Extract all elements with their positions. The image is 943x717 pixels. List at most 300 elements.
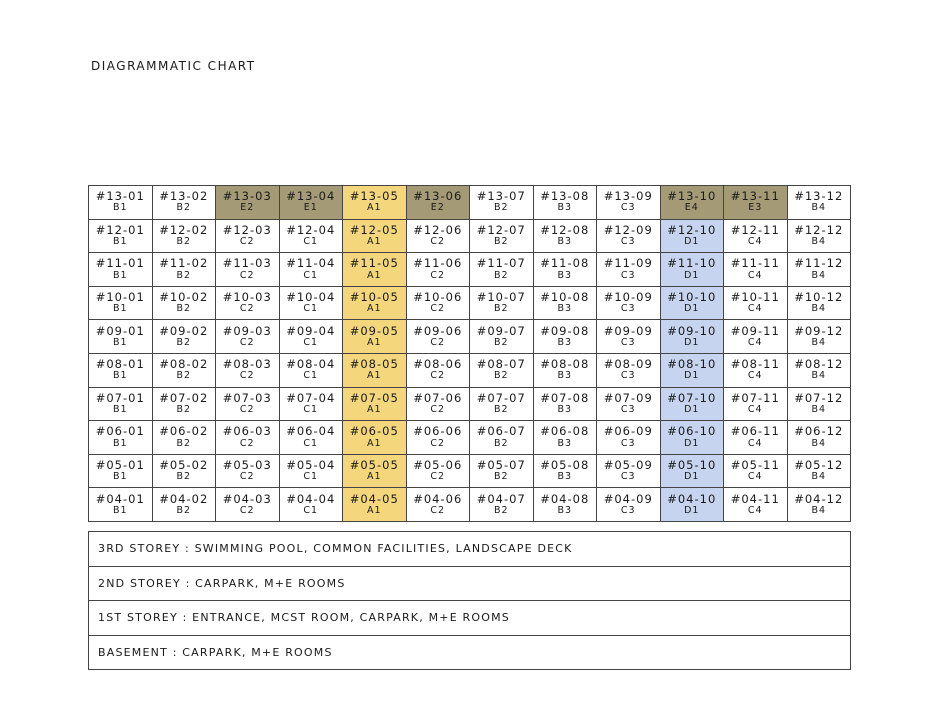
unit-cell xyxy=(597,253,661,287)
unit-cell xyxy=(660,253,724,287)
unit-number: #09-08 xyxy=(540,323,590,338)
unit-number: #06-11 xyxy=(730,424,780,439)
unit-type: C2 xyxy=(430,269,446,281)
unit-cell xyxy=(279,320,343,354)
unit-number: #11-06 xyxy=(413,256,463,271)
unit-type: B2 xyxy=(176,437,192,449)
floor-description: 1ST STOREY : ENTRANCE, MCST ROOM, CARPARK, M+E ROOMS xyxy=(89,601,851,636)
unit-number: #05-06 xyxy=(413,457,463,472)
unit-number: #09-06 xyxy=(413,323,463,338)
unit-number: #07-05 xyxy=(349,390,399,405)
unit-cell xyxy=(279,219,343,253)
unit-type: D1 xyxy=(684,471,700,483)
unit-cell xyxy=(152,421,216,455)
unit-type: D1 xyxy=(684,404,700,415)
unit-type: B2 xyxy=(493,303,509,315)
unit-number: #11-12 xyxy=(794,256,844,271)
unit-cell xyxy=(470,286,534,320)
unit-type: B2 xyxy=(176,504,192,516)
unit-number: #10-12 xyxy=(794,290,844,304)
unit-number: #13-02 xyxy=(159,189,209,204)
unit-type: A1 xyxy=(366,303,382,315)
unit-cell xyxy=(279,421,343,455)
unit-number: #10-04 xyxy=(286,290,336,304)
unit-number: #12-12 xyxy=(794,222,844,237)
unit-cell xyxy=(660,186,724,220)
unit-cell xyxy=(406,421,470,455)
unit-number: #09-05 xyxy=(349,323,399,338)
floor-row xyxy=(89,601,851,636)
unit-cell xyxy=(343,219,407,253)
unit-number: #07-10 xyxy=(667,390,717,405)
unit-cell xyxy=(89,488,153,522)
unit-cell xyxy=(279,387,343,421)
unit-type: C2 xyxy=(430,504,446,516)
grid-row xyxy=(89,286,851,320)
unit-cell xyxy=(724,421,788,455)
unit-cell xyxy=(533,421,597,455)
unit-type: B1 xyxy=(112,236,128,248)
unit-cell xyxy=(406,454,470,488)
grid-row xyxy=(89,421,851,455)
unit-number: #08-07 xyxy=(476,357,526,372)
unit-type: C2 xyxy=(430,471,446,483)
unit-cell xyxy=(533,454,597,488)
unit-type: C3 xyxy=(620,236,636,248)
unit-number: #13-03 xyxy=(222,189,272,204)
unit-cell xyxy=(724,186,788,220)
unit-cell xyxy=(406,253,470,287)
unit-cell xyxy=(216,253,280,287)
unit-number: #13-09 xyxy=(603,189,653,204)
unit-number: #13-08 xyxy=(540,189,590,204)
unit-cell xyxy=(787,186,851,220)
unit-type: E2 xyxy=(430,202,445,214)
unit-cell xyxy=(216,353,280,387)
unit-cell xyxy=(597,219,661,253)
unit-number: #13-07 xyxy=(476,189,526,204)
unit-number: #10-10 xyxy=(667,290,717,304)
unit-number: #05-02 xyxy=(159,457,209,472)
unit-number: #05-12 xyxy=(794,457,844,472)
unit-type: B3 xyxy=(557,202,573,214)
unit-cell xyxy=(470,488,534,522)
unit-number: #09-07 xyxy=(476,323,526,338)
unit-cell xyxy=(787,421,851,455)
unit-number: #11-02 xyxy=(159,256,209,271)
floor-row xyxy=(89,566,851,601)
grid-row xyxy=(89,186,851,220)
unit-type: B1 xyxy=(112,303,128,315)
unit-number: #12-04 xyxy=(286,222,336,237)
unit-cell xyxy=(406,387,470,421)
unit-type: C1 xyxy=(303,504,319,516)
unit-type: C3 xyxy=(620,303,636,315)
unit-cell xyxy=(216,488,280,522)
unit-number: #07-06 xyxy=(413,390,463,405)
unit-number: #06-06 xyxy=(413,424,463,439)
unit-cell xyxy=(470,353,534,387)
unit-type: C3 xyxy=(620,202,636,214)
unit-number: #04-11 xyxy=(730,491,780,506)
unit-type: A1 xyxy=(366,236,382,248)
unit-number: #06-09 xyxy=(603,424,653,439)
unit-type: C4 xyxy=(747,504,763,516)
unit-number: #04-05 xyxy=(349,491,399,506)
unit-type: C4 xyxy=(747,336,763,348)
unit-type: C3 xyxy=(620,370,636,382)
unit-cell xyxy=(533,219,597,253)
unit-number: #13-06 xyxy=(413,189,463,204)
unit-number: #12-07 xyxy=(476,222,526,237)
unit-cell xyxy=(533,320,597,354)
unit-number: #04-08 xyxy=(540,491,590,506)
unit-cell xyxy=(787,387,851,421)
unit-type: B4 xyxy=(811,471,827,483)
unit-number: #12-03 xyxy=(222,222,272,237)
unit-cell xyxy=(89,186,153,220)
unit-type: B1 xyxy=(112,202,128,214)
unit-cell xyxy=(660,387,724,421)
unit-cell xyxy=(787,454,851,488)
unit-number: #07-01 xyxy=(95,390,145,405)
unit-cell xyxy=(343,421,407,455)
unit-type: B4 xyxy=(811,437,827,449)
unit-number: #04-12 xyxy=(794,491,844,506)
unit-type: B1 xyxy=(112,471,128,483)
unit-cell xyxy=(660,219,724,253)
unit-cell xyxy=(89,387,153,421)
unit-cell xyxy=(597,286,661,320)
unit-number: #04-07 xyxy=(476,491,526,506)
unit-type: C2 xyxy=(239,370,255,382)
unit-cell xyxy=(343,320,407,354)
unit-type: C2 xyxy=(239,236,255,248)
unit-type: B4 xyxy=(811,504,827,516)
unit-number: #11-04 xyxy=(286,256,336,271)
unit-number: #13-10 xyxy=(667,189,717,204)
unit-cell xyxy=(343,387,407,421)
unit-type: C2 xyxy=(430,437,446,449)
unit-type: B4 xyxy=(811,336,827,348)
unit-number: #12-10 xyxy=(667,222,717,237)
unit-cell xyxy=(660,421,724,455)
unit-type: C4 xyxy=(747,370,763,382)
unit-cell xyxy=(724,387,788,421)
unit-cell xyxy=(89,421,153,455)
unit-cell xyxy=(406,186,470,220)
unit-number: #10-01 xyxy=(95,290,145,304)
unit-cell xyxy=(89,454,153,488)
unit-number: #12-02 xyxy=(159,222,209,237)
unit-type: A1 xyxy=(366,269,382,281)
unit-type: C1 xyxy=(303,336,319,348)
unit-type: B2 xyxy=(493,202,509,214)
unit-type: B2 xyxy=(493,336,509,348)
unit-type: C1 xyxy=(303,269,319,281)
unit-number: #06-05 xyxy=(349,424,399,439)
unit-number: #11-01 xyxy=(95,256,145,271)
unit-type: C2 xyxy=(430,404,446,415)
unit-type: C2 xyxy=(430,370,446,382)
unit-cell xyxy=(597,320,661,354)
unit-cell xyxy=(724,219,788,253)
unit-cell xyxy=(597,186,661,220)
unit-number: #05-11 xyxy=(730,457,780,472)
unit-number: #10-11 xyxy=(730,290,780,304)
unit-cell xyxy=(279,353,343,387)
unit-type: C4 xyxy=(747,437,763,449)
unit-type: C3 xyxy=(620,336,636,348)
unit-number: #04-01 xyxy=(95,491,145,506)
grid-row xyxy=(89,387,851,421)
unit-number: #10-03 xyxy=(222,290,272,304)
unit-type: C2 xyxy=(239,504,255,516)
unit-type: C2 xyxy=(430,336,446,348)
unit-number: #09-10 xyxy=(667,323,717,338)
unit-type: E4 xyxy=(684,202,699,214)
unit-type: C3 xyxy=(620,404,636,415)
unit-cell xyxy=(343,353,407,387)
unit-number: #08-09 xyxy=(603,357,653,372)
unit-type: B2 xyxy=(493,437,509,449)
grid-row xyxy=(89,353,851,387)
unit-number: #13-04 xyxy=(286,189,336,204)
unit-cell xyxy=(406,353,470,387)
unit-type: B2 xyxy=(176,303,192,315)
unit-type: B3 xyxy=(557,504,573,516)
unit-cell xyxy=(660,286,724,320)
unit-number: #08-05 xyxy=(349,357,399,372)
unit-type: D1 xyxy=(684,437,700,449)
unit-cell xyxy=(216,286,280,320)
unit-cell xyxy=(216,421,280,455)
unit-cell xyxy=(470,186,534,220)
unit-cell xyxy=(660,320,724,354)
unit-number: #06-03 xyxy=(222,424,272,439)
unit-type: C1 xyxy=(303,437,319,449)
unit-cell xyxy=(216,219,280,253)
unit-number: #05-10 xyxy=(667,457,717,472)
unit-cell xyxy=(533,253,597,287)
unit-number: #07-03 xyxy=(222,390,272,405)
unit-cell xyxy=(216,454,280,488)
unit-type: A1 xyxy=(366,504,382,516)
unit-type: E2 xyxy=(240,202,255,214)
unit-type: C3 xyxy=(620,504,636,516)
unit-cell xyxy=(787,219,851,253)
grid-row xyxy=(89,488,851,522)
unit-number: #10-02 xyxy=(159,290,209,304)
unit-type: B1 xyxy=(112,504,128,516)
floor-row xyxy=(89,635,851,670)
unit-cell xyxy=(343,454,407,488)
unit-cell xyxy=(152,186,216,220)
unit-number: #06-08 xyxy=(540,424,590,439)
unit-type: B3 xyxy=(557,303,573,315)
unit-type: B3 xyxy=(557,437,573,449)
unit-type: C3 xyxy=(620,269,636,281)
unit-cell xyxy=(89,219,153,253)
unit-number: #05-09 xyxy=(603,457,653,472)
unit-number: #07-09 xyxy=(603,390,653,405)
unit-number: #06-04 xyxy=(286,424,336,439)
unit-cell xyxy=(470,454,534,488)
unit-number: #09-03 xyxy=(222,323,272,338)
unit-number: #06-10 xyxy=(667,424,717,439)
grid-row xyxy=(89,454,851,488)
floor-description: 3RD STOREY : SWIMMING POOL, COMMON FACILITIES, LANDSCAPE DECK xyxy=(89,532,851,567)
unit-number: #04-03 xyxy=(222,491,272,506)
unit-type: C2 xyxy=(239,269,255,281)
unit-cell xyxy=(787,253,851,287)
unit-type: B1 xyxy=(112,336,128,348)
unit-cell xyxy=(406,488,470,522)
unit-cell xyxy=(89,286,153,320)
unit-number: #06-07 xyxy=(476,424,526,439)
unit-number: #13-05 xyxy=(349,189,399,204)
unit-cell xyxy=(470,320,534,354)
unit-number: #09-04 xyxy=(286,323,336,338)
unit-type: B4 xyxy=(811,303,827,315)
unit-cell xyxy=(152,488,216,522)
unit-type: D1 xyxy=(684,504,700,516)
unit-cell xyxy=(597,353,661,387)
unit-type: D1 xyxy=(684,269,700,281)
unit-type: B2 xyxy=(493,269,509,281)
unit-type: C2 xyxy=(430,303,446,315)
unit-type: B3 xyxy=(557,236,573,248)
unit-type: B2 xyxy=(176,471,192,483)
unit-number: #05-05 xyxy=(349,457,399,472)
unit-type: B4 xyxy=(811,236,827,248)
unit-number: #11-03 xyxy=(222,256,272,271)
grid-row xyxy=(89,320,851,354)
unit-number: #10-07 xyxy=(476,290,526,304)
unit-type: C4 xyxy=(747,236,763,248)
unit-type: C2 xyxy=(239,303,255,315)
unit-type: A1 xyxy=(366,437,382,449)
unit-type: C3 xyxy=(620,437,636,449)
unit-number: #12-09 xyxy=(603,222,653,237)
unit-type: B2 xyxy=(493,370,509,382)
unit-cell xyxy=(724,353,788,387)
unit-number: #05-03 xyxy=(222,457,272,472)
unit-cell xyxy=(660,353,724,387)
unit-number: #08-02 xyxy=(159,357,209,372)
unit-cell xyxy=(724,286,788,320)
unit-number: #08-10 xyxy=(667,357,717,372)
unit-type: B1 xyxy=(112,404,128,415)
unit-number: #09-12 xyxy=(794,323,844,338)
unit-number: #07-02 xyxy=(159,390,209,405)
unit-cell xyxy=(533,286,597,320)
unit-cell xyxy=(216,387,280,421)
unit-type: B2 xyxy=(493,236,509,248)
floor-legend xyxy=(88,531,851,670)
unit-number: #07-07 xyxy=(476,390,526,405)
unit-type: D1 xyxy=(684,303,700,315)
unit-type: B2 xyxy=(176,236,192,248)
unit-cell xyxy=(343,286,407,320)
unit-cell xyxy=(152,320,216,354)
unit-type: C4 xyxy=(747,269,763,281)
unit-cell xyxy=(216,186,280,220)
unit-cell xyxy=(470,421,534,455)
unit-number: #05-08 xyxy=(540,457,590,472)
unit-number: #08-03 xyxy=(222,357,272,372)
unit-cell xyxy=(724,488,788,522)
unit-type: C4 xyxy=(747,404,763,415)
unit-type: A1 xyxy=(366,370,382,382)
unit-number: #05-01 xyxy=(95,457,145,472)
unit-type: B2 xyxy=(176,404,192,415)
unit-type: B3 xyxy=(557,269,573,281)
unit-cell xyxy=(787,353,851,387)
unit-cell xyxy=(152,454,216,488)
unit-number: #08-12 xyxy=(794,357,844,372)
unit-type: A1 xyxy=(366,471,382,483)
unit-cell xyxy=(597,387,661,421)
unit-type: C4 xyxy=(747,303,763,315)
unit-number: #09-09 xyxy=(603,323,653,338)
unit-type: B1 xyxy=(112,437,128,449)
unit-cell xyxy=(279,186,343,220)
unit-number: #13-01 xyxy=(95,189,145,204)
unit-type: D1 xyxy=(684,336,700,348)
unit-cell xyxy=(724,320,788,354)
unit-type: B3 xyxy=(557,336,573,348)
unit-cell xyxy=(343,253,407,287)
unit-number: #13-11 xyxy=(730,189,780,204)
unit-type: C2 xyxy=(239,471,255,483)
unit-number: #07-04 xyxy=(286,390,336,405)
unit-cell xyxy=(152,353,216,387)
unit-type: B1 xyxy=(112,370,128,382)
unit-number: #10-09 xyxy=(603,290,653,304)
unit-cell xyxy=(152,286,216,320)
unit-type: A1 xyxy=(366,336,382,348)
unit-number: #05-07 xyxy=(476,457,526,472)
unit-type: B2 xyxy=(493,471,509,483)
unit-type: C1 xyxy=(303,404,319,415)
unit-number: #04-04 xyxy=(286,491,336,506)
grid-row xyxy=(89,253,851,287)
unit-type: B3 xyxy=(557,404,573,415)
unit-type: B3 xyxy=(557,471,573,483)
unit-number: #11-07 xyxy=(476,256,526,271)
unit-type: C2 xyxy=(239,404,255,415)
unit-type: B2 xyxy=(493,404,509,415)
unit-cell xyxy=(470,219,534,253)
unit-number: #11-11 xyxy=(730,256,780,271)
unit-type: B3 xyxy=(557,370,573,382)
unit-number: #10-08 xyxy=(540,290,590,304)
unit-cell xyxy=(406,286,470,320)
unit-number: #04-02 xyxy=(159,491,209,506)
unit-cell xyxy=(533,353,597,387)
unit-number: #07-11 xyxy=(730,390,780,405)
unit-cell xyxy=(89,320,153,354)
unit-cell xyxy=(279,454,343,488)
unit-number: #04-10 xyxy=(667,491,717,506)
unit-cell xyxy=(787,286,851,320)
unit-cell xyxy=(787,320,851,354)
unit-cell xyxy=(533,387,597,421)
unit-number: #12-01 xyxy=(95,222,145,237)
unit-number: #11-09 xyxy=(603,256,653,271)
unit-cell xyxy=(152,387,216,421)
